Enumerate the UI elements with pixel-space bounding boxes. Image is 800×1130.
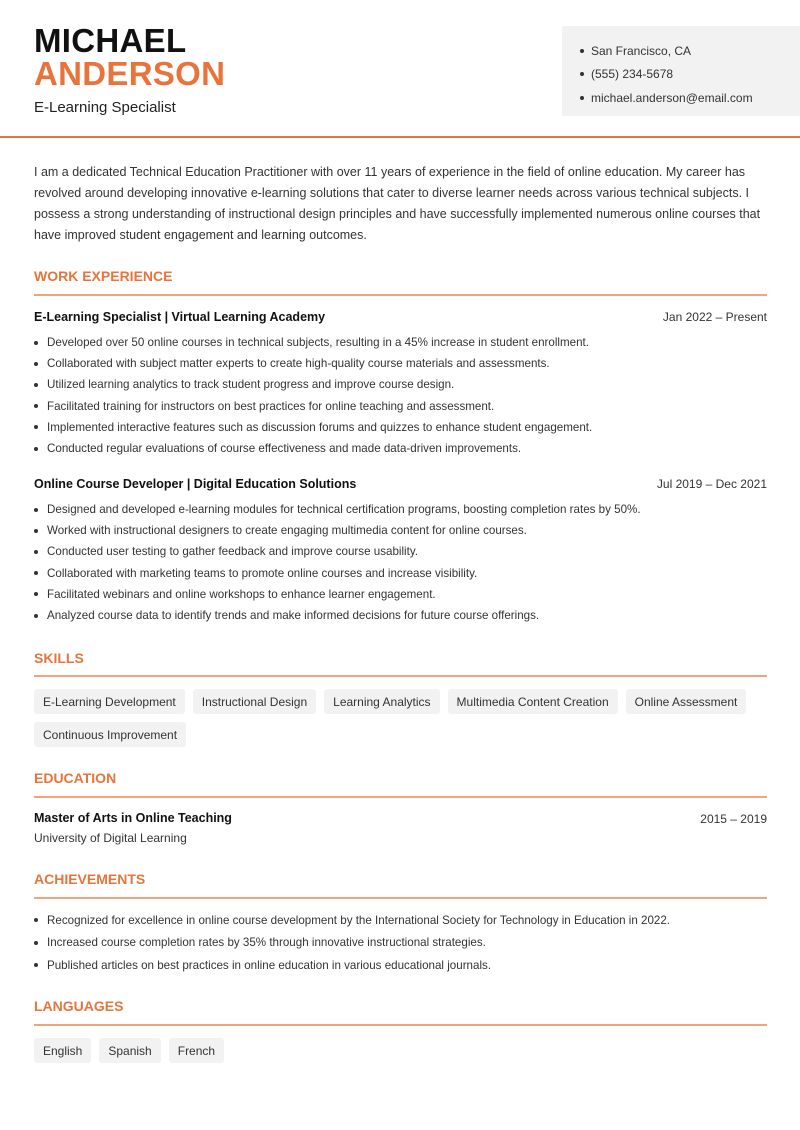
bullet-text: Collaborated with marketing teams to promote online courses and increase visibility. [47,566,478,580]
job-title: E-Learning Specialist [34,99,176,116]
job-2-date: Jul 2019 – Dec 2021 [656,477,767,491]
language-tag: English [34,1038,91,1063]
skill-tag: Continuous Improvement [34,722,186,747]
school: University of Digital Learning [34,831,187,845]
contact-location [580,39,800,63]
bullet-icon [34,425,38,429]
list-item [34,332,767,353]
summary: I am a dedicated Technical Education Practitioner with over 11 years of experience in the field of online education. My career has revolved around developing innovative e-learning solutions that cater to diverse learner needs across various technical subjects. I possess a strong understanding of instructional design principles and have successfully implemented numerous online courses that have improved student engagement and learning outcomes. [34,165,761,242]
list-item [34,438,767,459]
list-item [34,499,767,520]
bullet-text: Collaborated with subject matter experts to create high-quality course materials and assessments. [47,357,550,371]
bullet-text: Facilitated training for instructors on best practices for online teaching and assessment. [47,399,495,413]
bullet-icon [580,96,584,100]
bullet-text: Conducted regular evaluations of course effectiveness and made data-driven improvements. [47,442,522,456]
bullet-text: Facilitated webinars and online workshops to enhance learner engagement. [47,587,436,601]
skill-tag: Learning Analytics [324,689,439,714]
bullet-text: Published articles on best practices in online education in various educational journals. [47,958,492,972]
skill-tag: Online Assessment [626,689,747,714]
section-divider [34,796,767,798]
language-tag: Spanish [99,1038,160,1063]
education-section-title: EDUCATION [34,770,117,786]
skill-tag: Instructional Design [193,689,316,714]
language-tags [34,1038,774,1063]
job-2-bullets [34,499,767,626]
list-item [34,417,767,438]
languages-section-title: LANGUAGES [34,998,124,1014]
job-2-header [34,477,767,491]
list-item [34,563,767,584]
work-section-title: WORK EXPERIENCE [34,268,173,284]
contact-box [562,26,800,116]
list-item [34,541,767,562]
list-item [34,909,767,932]
section-divider [34,294,767,296]
skill-tag: E-Learning Development [34,689,185,714]
bullet-text: Increased course completion rates by 35% through innovative instructional strategies. [47,936,486,950]
bullet-icon [34,963,38,967]
contact-phone-text: (555) 234-5678 [591,67,674,82]
list-item [34,605,767,626]
bullet-icon [34,447,38,451]
section-divider [34,1024,767,1026]
degree: Master of Arts in Online Teaching [34,811,232,825]
bullet-icon [34,941,38,945]
achievements-list [34,909,767,977]
job-1-role: E-Learning Specialist | Virtual Learning Academy [34,310,326,324]
resume-header [0,0,800,138]
bullet-icon [34,614,38,618]
last-name: ANDERSON [34,55,226,92]
list-item [34,954,767,977]
bullet-icon [34,362,38,366]
section-divider [34,897,767,899]
bullet-icon [580,49,584,53]
list-item [34,353,767,374]
bullet-text: Recognized for excellence in online course development by the International Society for Technology in Education in 2022. [47,913,671,927]
bullet-text: Developed over 50 online courses in technical subjects, resulting in a 45% increase in student enrollment. [47,336,589,350]
skills-tags [34,689,774,747]
bullet-icon [34,529,38,533]
job-2-role: Online Course Developer | Digital Education Solutions [34,477,357,491]
list-item [34,932,767,955]
job-1-bullets [34,332,767,459]
skill-tag: Multimedia Content Creation [448,689,618,714]
contact-email [580,86,800,110]
bullet-icon [34,404,38,408]
contact-location-text: San Francisco, CA [591,43,692,58]
bullet-icon [34,918,38,922]
list-item [34,520,767,541]
bullet-text: Conducted user testing to gather feedback and improve course usability. [47,545,418,559]
bullet-icon [34,592,38,596]
bullet-icon [34,508,38,512]
list-item [34,396,767,417]
bullet-icon [34,571,38,575]
contact-email-text: michael.anderson@email.com [591,90,753,105]
education-date: 2015 – 2019 [700,812,767,826]
language-tag: French [169,1038,224,1063]
bullet-text: Worked with instructional designers to create engaging multimedia content for online courses. [47,524,527,538]
bullet-text: Analyzed course data to identify trends and make informed decisions for future course offerings. [47,609,540,623]
job-1-date: Jan 2022 – Present [662,310,767,324]
bullet-text: Implemented interactive features such as discussion forums and quizzes to enhance student engagement. [47,420,593,434]
first-name: MICHAEL [34,22,187,59]
skills-section-title: SKILLS [34,650,84,666]
job-1-header [34,310,767,324]
bullet-icon [34,383,38,387]
bullet-icon [34,341,38,345]
bullet-text: Designed and developed e-learning modules for technical certification programs, boosting completion rates by 50%. [47,503,641,517]
bullet-icon [580,72,584,76]
list-item [34,374,767,395]
achievements-section-title: ACHIEVEMENTS [34,871,146,887]
contact-phone [580,63,800,87]
section-divider [34,675,767,677]
bullet-text: Utilized learning analytics to track student progress and improve course design. [47,378,455,392]
bullet-icon [34,550,38,554]
list-item [34,584,767,605]
